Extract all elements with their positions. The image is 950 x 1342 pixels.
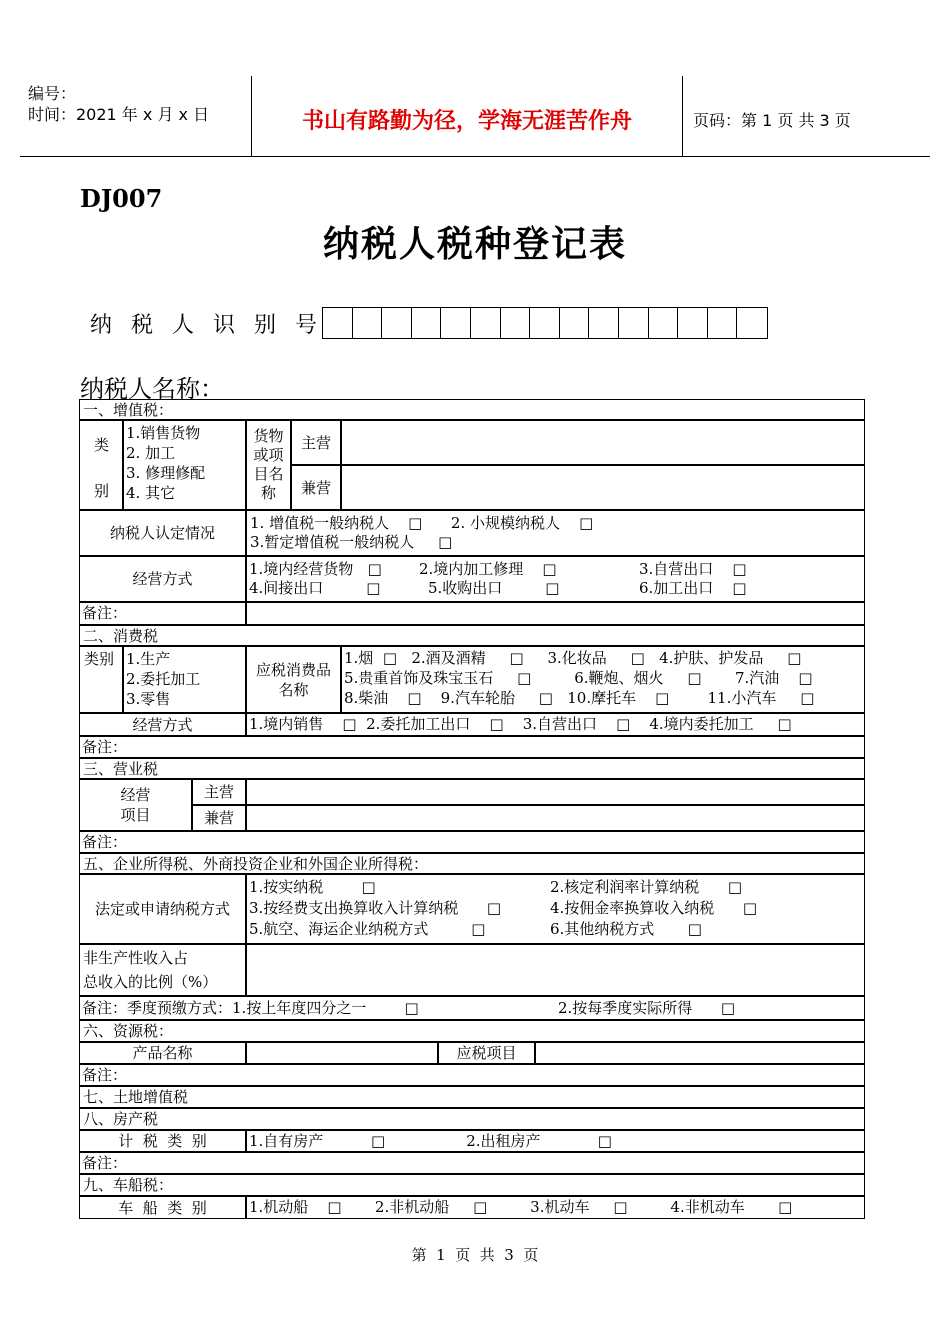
vat-main-business-label: 主营 (291, 420, 341, 465)
taxpayer-id-digit-box[interactable] (471, 308, 501, 338)
business-main-field[interactable] (246, 779, 865, 805)
property-remark[interactable]: 备注： (79, 1152, 865, 1174)
vat-operation-option: 1.境内经营货物 □ (249, 560, 382, 578)
vat-recognition-line: 3.暂定增值税一般纳税人 □ (250, 533, 453, 551)
taxpayer-name-label: 纳税人名称： (80, 375, 224, 403)
taxpayer-id-digit-box[interactable] (353, 308, 383, 338)
vat-operation-option: 4.间接出口 □ (249, 579, 381, 597)
taxpayer-id-input[interactable] (322, 307, 768, 339)
income-method-option: 5.航空、海运企业纳税方式 □ (249, 920, 486, 938)
income-method-option: 2.核定利润率计算纳税 □ (550, 878, 743, 896)
property-heading: 八、房产税 (79, 1108, 865, 1130)
vat-category-label-cell (79, 420, 123, 510)
consumption-items-row: 8.柴油 □ 9.汽车轮胎 □ 10.摩托车 □ 11.小汽车 □ (344, 689, 815, 707)
consumption-items-label: 应税消费品 名称 (246, 646, 341, 713)
income-method-option: 3.按经费支出换算收入计算纳税 □ (249, 899, 502, 917)
taxpayer-id-digit-box[interactable] (649, 308, 679, 338)
vat-side-business-label: 兼营 (291, 465, 341, 510)
vehicle-category-options[interactable]: 1.机动船 □ 2.非机动船 □ 3.机动车 □ 4.非机动车 □ (246, 1196, 865, 1219)
taxpayer-id-digit-box[interactable] (737, 308, 767, 338)
taxpayer-id-digit-box[interactable] (382, 308, 412, 338)
taxpayer-id-digit-box[interactable] (441, 308, 471, 338)
vehicle-heading: 九、车船税： (79, 1174, 865, 1196)
header-page-info: 页码：第 1 页 共 3 页 (693, 111, 851, 130)
taxpayer-id-digit-box[interactable] (678, 308, 708, 338)
vat-operation-options[interactable] (246, 556, 865, 602)
header-divider (682, 76, 683, 156)
taxpayer-id-label: 纳 税 人 识 别 号 (90, 313, 323, 338)
consumption-items-row: 5.贵重首饰及珠宝玉石 □ 6.鞭炮、烟火 □ 7.汽油 □ (344, 669, 813, 687)
vat-goods-name-label: 货物 或项 目名 称 (246, 420, 291, 510)
taxpayer-id-digit-box[interactable] (708, 308, 738, 338)
page-title: 纳税人税种登记表 (322, 223, 627, 265)
income-remark[interactable] (79, 996, 865, 1020)
property-category-options[interactable]: 1.自有房产 □ 2.出租房产 □ (246, 1130, 865, 1152)
taxpayer-id-digit-box[interactable] (530, 308, 560, 338)
business-heading: 三、营业税 (79, 758, 865, 779)
taxpayer-id-digit-box[interactable] (619, 308, 649, 338)
income-ratio-label-line: 非生产性收入占 (83, 949, 189, 967)
page-header (20, 76, 930, 157)
business-side-label: 兼营 (192, 805, 246, 831)
income-ratio-field[interactable] (246, 944, 865, 996)
vat-category-options[interactable]: 1.销售货物 2. 加工 3. 修理修配 4. 其它 (123, 420, 246, 510)
vat-recognition-options[interactable] (246, 510, 865, 556)
income-method-label: 法定或申请纳税方式 (79, 874, 246, 944)
document-code: DJ007 (80, 184, 163, 213)
taxpayer-id-digit-box[interactable] (589, 308, 619, 338)
property-category-label: 计 税 类 别 (79, 1130, 246, 1152)
vat-recognition-label: 纳税人认定情况 (79, 510, 246, 556)
consumption-operation-options[interactable]: 1.境内销售 □ 2.委托加工出口 □ 3.自营出口 □ 4.境内委托加工 □ (246, 713, 865, 736)
vat-operation-label: 经营方式 (79, 556, 246, 602)
consumption-remark[interactable]: 备注： (79, 736, 865, 758)
document-number-label: 编号： (28, 84, 77, 103)
taxpayer-id-digit-box[interactable] (323, 308, 353, 338)
income-method-option: 4.按佣金率换算收入纳税 □ (550, 899, 758, 917)
document-time-label: 时间：2021 年 x 月 x 日 (28, 105, 210, 124)
page-footer: 第 1 页 共 3 页 (411, 1246, 539, 1264)
vehicle-category-label: 车 船 类 别 (79, 1196, 246, 1219)
vat-remark-field[interactable] (246, 602, 865, 625)
consumption-category-label: 类别 (79, 646, 123, 713)
income-remark-option: 备注：季度预缴方式：1.按上年度四分之一 □ (82, 999, 419, 1017)
consumption-items-row: 1.烟 □ 2.酒及酒精 □ 3.化妆品 □ 4.护肤、护发品 □ (344, 649, 802, 667)
land-vat-heading: 七、土地增值税 (79, 1086, 865, 1108)
resource-taxable-label: 应税项目 (438, 1042, 535, 1064)
income-method-option: 6.其他纳税方式 □ (550, 920, 702, 938)
resource-product-label: 产品名称 (79, 1042, 246, 1064)
taxpayer-id-digit-box[interactable] (412, 308, 442, 338)
business-main-label: 主营 (192, 779, 246, 805)
income-heading: 五、企业所得税、外商投资企业和外国企业所得税： (79, 853, 865, 874)
header-motto: 书山有路勤为径，学海无涯苦作舟 (301, 109, 632, 134)
consumption-category-options[interactable]: 1.生产 2.委托加工 3.零售 (123, 646, 246, 713)
taxpayer-id-digit-box[interactable] (560, 308, 590, 338)
resource-product-field[interactable] (246, 1042, 438, 1064)
consumption-heading: 二、消费税 (79, 625, 865, 646)
income-method-options[interactable] (246, 874, 865, 944)
vat-operation-option: 6.加工出口 □ (639, 579, 747, 597)
resource-heading: 六、资源税： (79, 1020, 865, 1042)
business-remark[interactable]: 备注： (79, 831, 865, 853)
business-item-label: 经营 项目 (79, 779, 192, 831)
consumption-operation-label: 经营方式 (79, 713, 246, 736)
vat-category-label-top: 类 (94, 436, 110, 454)
resource-remark[interactable]: 备注： (79, 1064, 865, 1086)
registration-form (79, 399, 865, 1219)
income-ratio-label (79, 944, 246, 996)
vat-category-label-bottom: 别 (94, 482, 110, 500)
resource-taxable-field[interactable] (535, 1042, 865, 1064)
income-method-option: 1.按实纳税 □ (249, 878, 376, 896)
vat-recognition-line: 1. 增值税一般纳税人 □ 2. 小规模纳税人 □ (250, 514, 594, 532)
vat-heading: 一、增值税： (79, 399, 865, 420)
consumption-items-options[interactable] (341, 646, 865, 713)
taxpayer-id-digit-box[interactable] (501, 308, 531, 338)
vat-main-business-field[interactable] (341, 420, 865, 465)
vat-operation-option: 2.境内加工修理 □ (419, 560, 557, 578)
business-side-field[interactable] (246, 805, 865, 831)
income-ratio-label-line: 总收入的比例（%） (83, 973, 218, 991)
income-remark-option: 2.按每季度实际所得 □ (558, 999, 736, 1017)
vat-operation-option: 5.收购出口 □ (428, 579, 560, 597)
vat-remark-label: 备注： (79, 602, 246, 625)
vat-operation-option: 3.自营出口 □ (639, 560, 747, 578)
vat-side-business-field[interactable] (341, 465, 865, 510)
